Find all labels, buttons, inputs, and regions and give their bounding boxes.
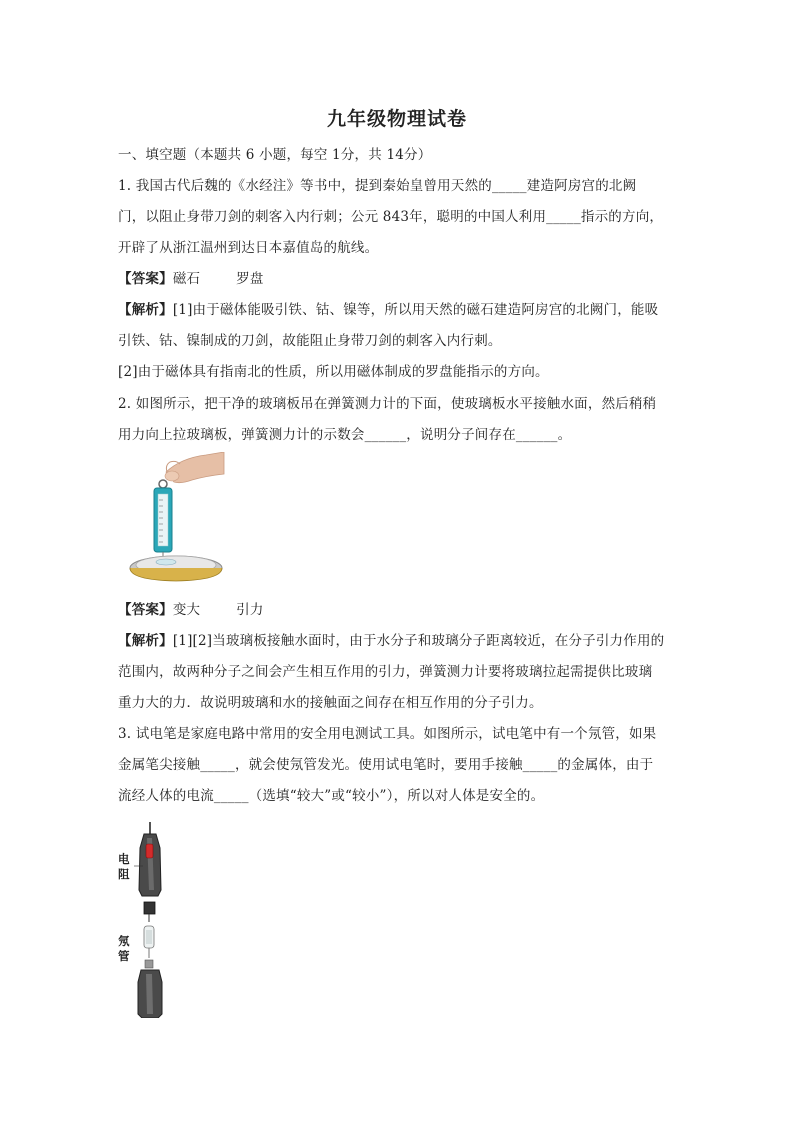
q1-analysis-2: 引铁、钴、镍制成的刀剑，故能阻止身带刀剑的刺客入内行刺。 bbox=[118, 333, 502, 349]
q2-analysis-2: 范围内，故两种分子之间会产生相互作用的引力，弹簧测力计要将玻璃拉起需提供比玻璃 bbox=[118, 664, 653, 680]
answer-text: 变大 引力 bbox=[172, 602, 264, 618]
q2-answer bbox=[118, 600, 678, 620]
q1-analysis-1 bbox=[118, 300, 678, 320]
q1-line-3: 开辟了从浙江温州到达日本嘉值岛的航线。 bbox=[118, 240, 379, 256]
analysis-text: [1][2]当玻璃板接触水面时，由于水分子和玻璃分子距离较近，在分子引力作用的 bbox=[172, 633, 665, 649]
analysis-tag: 【解析】 bbox=[118, 633, 173, 649]
q3-line-2: 金属笔尖接触_____，就会使氖管发光。使用试电笔时，要用手接触_____的金属体，由于 bbox=[118, 757, 654, 773]
analysis-tag: 【解析】 bbox=[118, 302, 173, 318]
q1-analysis-3: [2]由于磁体具有指南北的性质，所以用磁体制成的罗盘能指示的方向。 bbox=[118, 364, 549, 380]
answer-text: 磁石 罗盘 bbox=[172, 271, 264, 287]
q2-analysis-1 bbox=[118, 631, 678, 651]
section-heading: 一、填空题（本题共 6 小题，每空 1分，共 14分） bbox=[118, 147, 432, 163]
answer-tag: 【答案】 bbox=[118, 602, 173, 618]
label-resistor: 电阻 bbox=[118, 852, 130, 881]
page-title: 九年级物理试卷 bbox=[326, 108, 467, 130]
q3-line-1: 3. 试电笔是家庭电路中常用的安全用电测试工具。如图所示，试电笔中有一个氖管，如果 bbox=[118, 726, 657, 742]
q1-line-2: 门，以阻止身带刀剑的刺客入内行刺；公元 843年，聪明的中国人利用_____指示的方向， bbox=[118, 209, 664, 225]
q2-line-1: 2. 如图所示，把干净的玻璃板吊在弹簧测力计的下面，使玻璃板水平接触水面，然后稍稍 bbox=[118, 396, 657, 412]
analysis-text: [1]由于磁体能吸引铁、钴、镍等，所以用天然的磁石建造阿房宫的北阙门，能吸 bbox=[172, 302, 659, 318]
label-neon-tube: 氖管 bbox=[118, 934, 130, 963]
test-pen-figure bbox=[128, 820, 178, 1018]
answer-tag: 【答案】 bbox=[118, 271, 173, 287]
q2-analysis-3: 重力大的力．故说明玻璃和水的接触面之间存在相互作用的分子引力。 bbox=[118, 695, 543, 711]
q1-line-1: 1. 我国古代后魏的《水经注》等书中，提到秦始皇曾用天然的_____建造阿房宫的北阙 bbox=[118, 178, 637, 194]
q3-line-3: 流经人体的电流_____（选填“较大”或“较小”），所以对人体是安全的。 bbox=[118, 788, 545, 804]
q1-answer bbox=[118, 269, 678, 289]
spring-scale-figure bbox=[126, 452, 226, 582]
q2-line-2: 用力向上拉玻璃板，弹簧测力计的示数会______，说明分子间存在______。 bbox=[118, 427, 572, 443]
